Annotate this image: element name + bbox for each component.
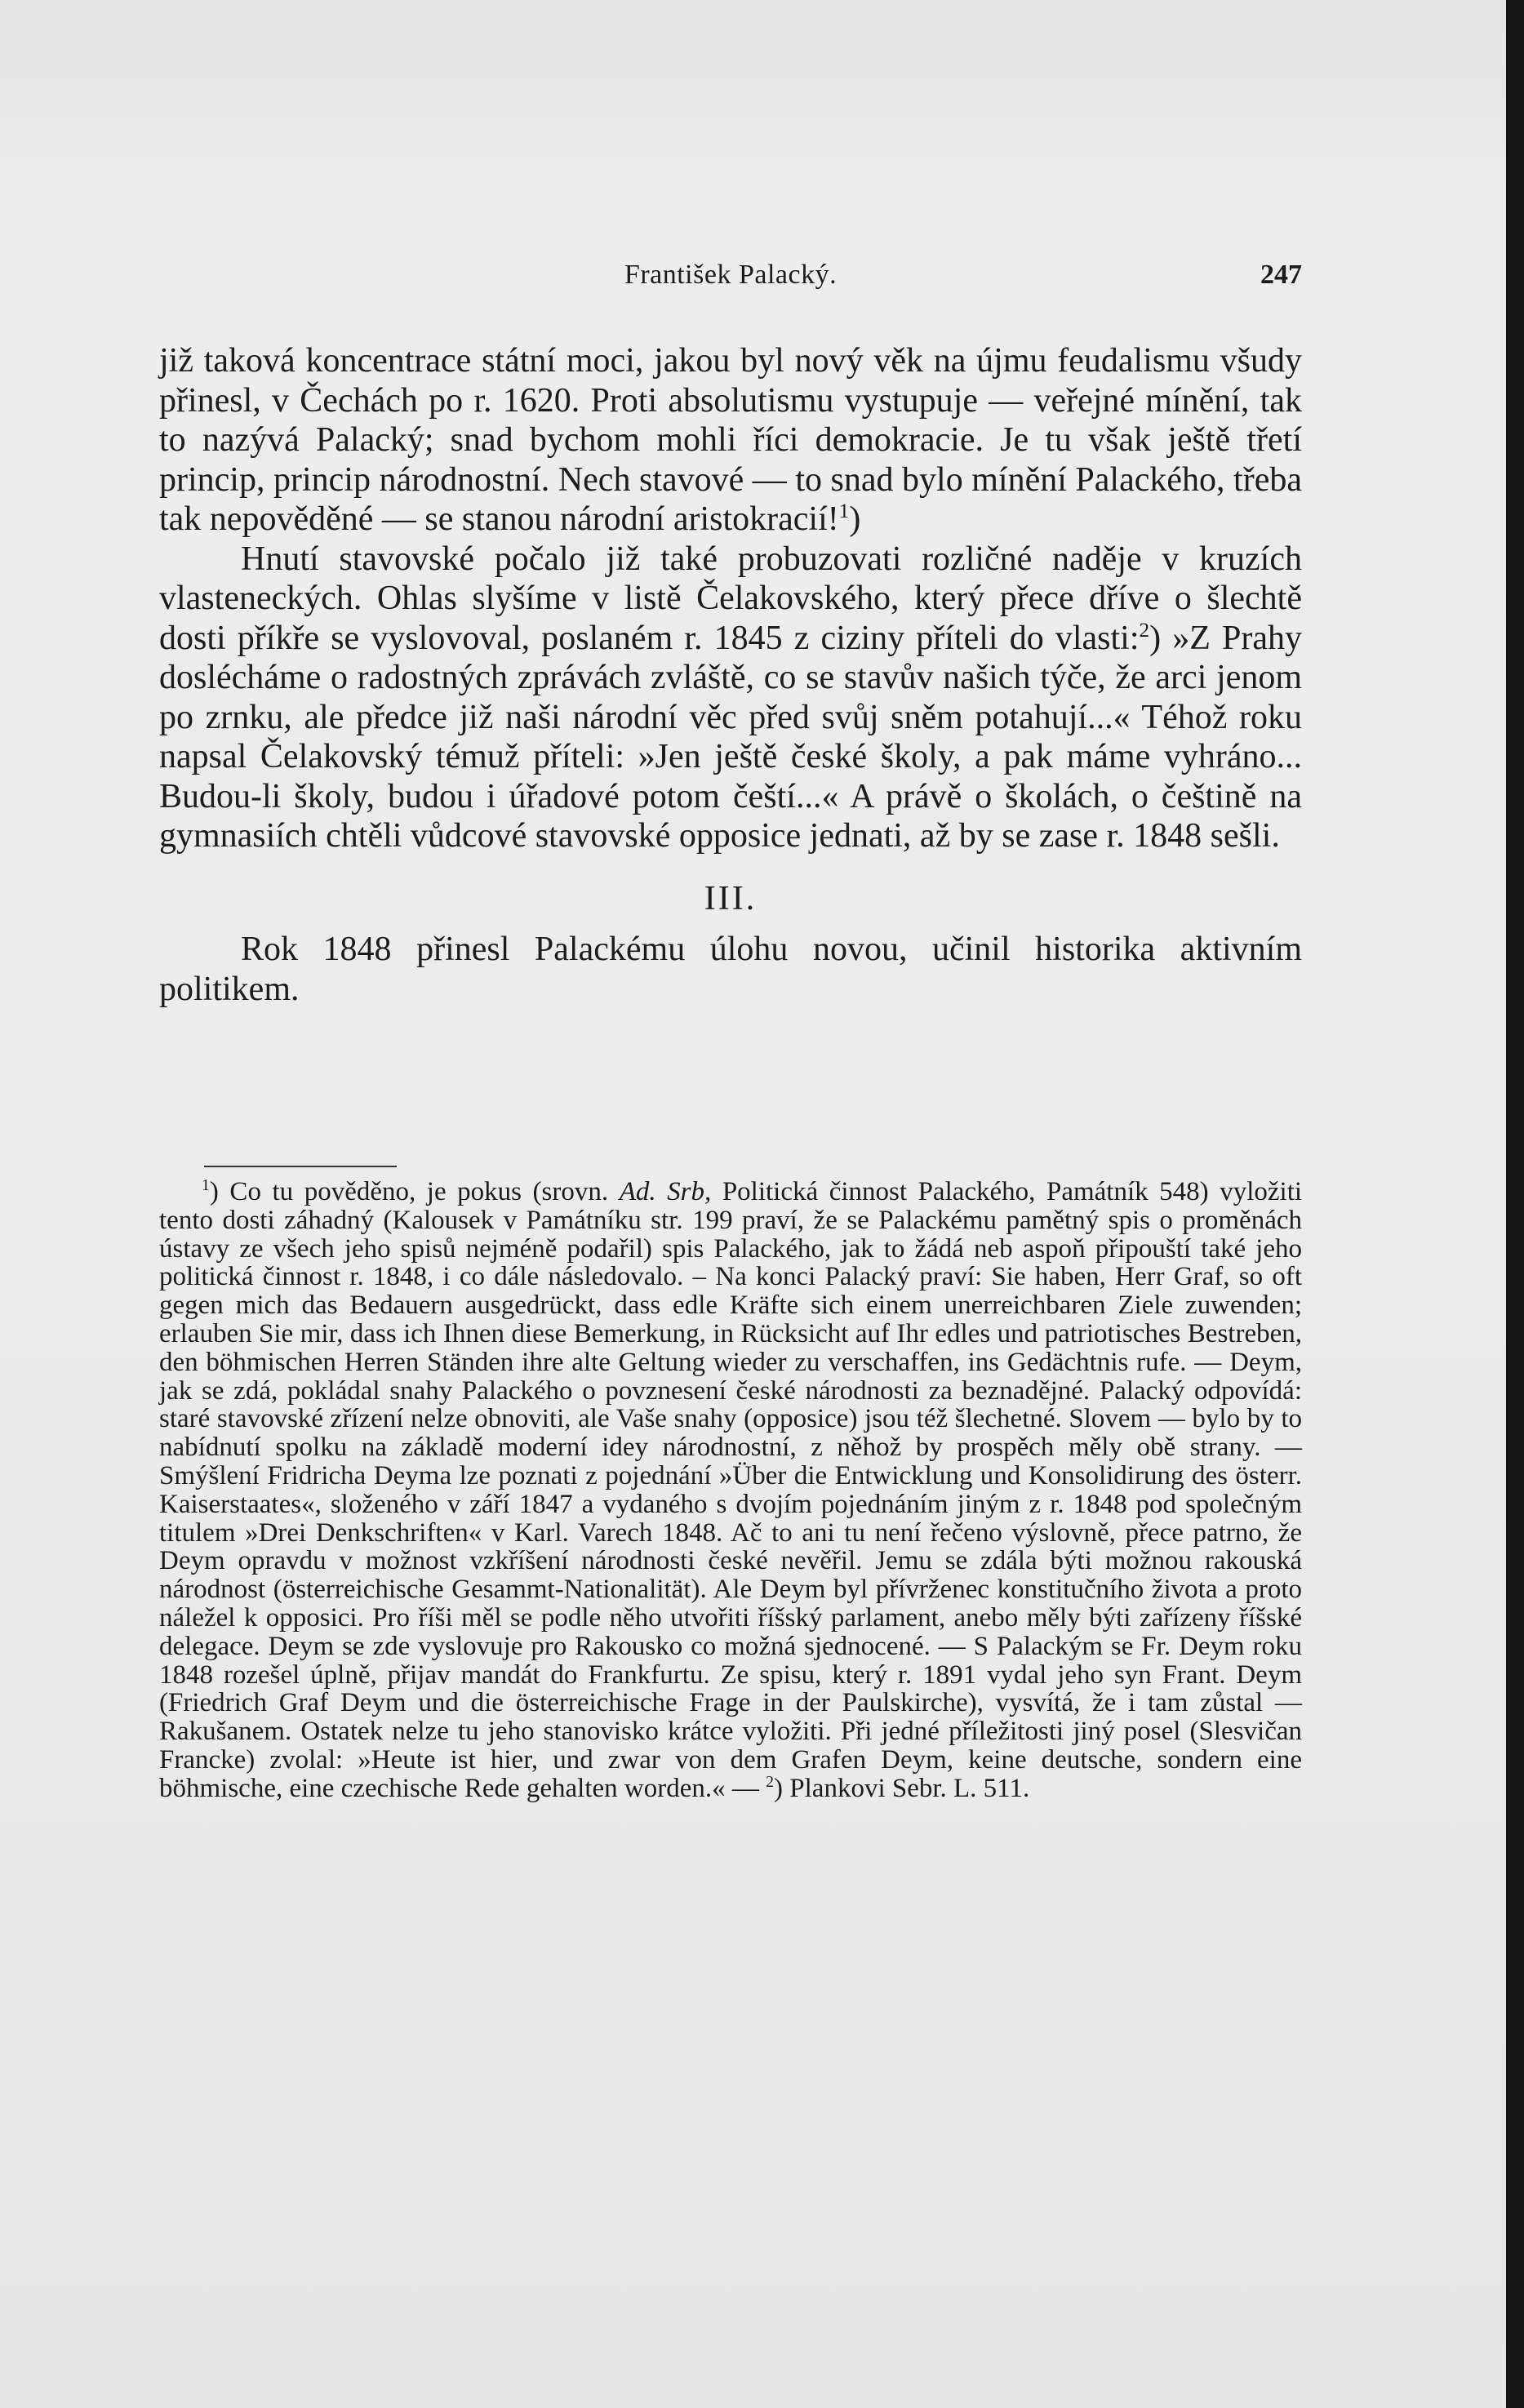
paragraph-2-text-b: ) »Z Prahy doslécháme o radostných zprávách zvláště, co se stavův našich týče, že arci jenom po zrnku, ale předce již naši národní věc před svůj sněm potahují...« Téhož roku napsal Čelakovský témuž příteli: »Jen ještě české školy, a pak máme vyhráno... Budou-li školy, budou i úřadové potom čeští...« A právě o školách, o češtině na gymnasiích chtěli vůdcové stavovské opposice jednati, až by se zase r. 1848 sešli. bbox=[159, 619, 1302, 855]
footnote-1-text-b: Politická činnost Palackého, Památník 548) vyložiti tento dosti záhadný (Kalousek v Památníku str. 199 praví, že se Palackému pamětný spis o proměnách ústavy ze všech jeho spisů nejméně podařil) spis Palackého, jak to žádá neb aspoň připouští také jeho politická činnost r. 1848, i co dále následovalo. – Na konci Palacký praví: Sie haben, Herr Graf, so oft gegen mich das Bedauern ausgedrückt, dass edle Kräfte sich einem unerreichbaren Ziele zuwenden; erlauben Sie mir, dass ich Ihnen diese Bemerkung, in Rücksicht auf Ihr edles und patriotisches Bestreben, den böhmischen Herren Ständen ihre alte Geltung wieder zu verschaffen, ins Gedächtnis rufe. — Deym, jak se zdá, pokládal snahy Palackého o povznesení české národnosti za beznadějné. Palacký odpovídá: staré stavovské zřízení nelze obnoviti, ale Vaše snahy (opposice) jsou též šlechetné. Slovem — bylo by to nabídnutí spolku na základě moderní idey národnostní, z něhož by prospěch měly obě strany. — Smýšlení Fridricha Deyma lze poznati z pojednání »Über die Entwicklung und Konsolidirung des österr. Kaiserstaates«, složeného v září 1847 a vydaného s dvojím pojednáním jiným z r. 1848 pod společným titulem »Drei Denkschriften« v Karl. Varech 1848. Ač to ani tu není řečeno výslovně, přece patrno, že Deym opravdu v možnost vzkříšení národnosti české nevěřil. Jemu se zdála býti možnou rakouská národnost (österreichische Gesammt-Nationalität). Ale Deym byl přívrženec konstitučního života a proto náležel k opposici. Pro říši měl se podle něho utvořiti říšský parlament, anebo měly býti zařízeny říšské delegace. Deym se zde vyslovuje pro Rakousko co možná sjednocené. — S Palackým se Fr. Deym roku 1848 rozešel úplně, přijav mandát do Frankfurtu. Ze spisu, který r. 1891 vydal jeho syn Frant. Deym (Friedrich Graf Deym und die österreichische Frage in der Paulskirche), vysvítá, že i tam zůstal — Rakušanem. Ostatek nelze tu jeho stanovisko krátce vyložiti. Při jedné příležitosti jiný posel (Slesvičan Francke) zvolal: »Heute ist hier, und zwar von dem Grafen Deym, keine deutsche, sondern eine böhmische, eine czechische Rede gehalten worden.« — bbox=[159, 1177, 1303, 1803]
paragraph-1 bbox=[159, 341, 1302, 540]
scan-edge bbox=[1506, 0, 1524, 2408]
footnote-1-citation: Ad. Srb, bbox=[619, 1177, 712, 1206]
page-number: 247 bbox=[1260, 260, 1302, 290]
section-heading: III. bbox=[704, 879, 758, 917]
footnote-1-marker: 1 bbox=[202, 1176, 210, 1194]
footnote-divider bbox=[204, 1166, 397, 1167]
paragraph-2 bbox=[159, 540, 1302, 856]
paragraph-3: Rok 1848 přinesl Palackému úlohu novou, učinil historika aktivním politikem. bbox=[159, 931, 1302, 1008]
footnotes bbox=[159, 1178, 1302, 1803]
footnote-2-marker: 2 bbox=[766, 1772, 775, 1791]
footnote-2-text: ) Plankovi Sebr. L. 511. bbox=[774, 1773, 1030, 1803]
main-text bbox=[159, 341, 1302, 1009]
running-title: František Palacký. bbox=[624, 260, 838, 290]
footnote-ref-2: 2 bbox=[1139, 619, 1150, 642]
footnote-1 bbox=[159, 1178, 1302, 1803]
paragraph-1-text: již taková koncentrace státní moci, jakou byl nový věk na újmu feudalismu všudy přinesl, v Čechách po r. 1620. Proti absolutismu vystupuje — veřejné mínění, tak to nazývá Palacký; snad bychom mohli říci demokracie. Je tu však ještě třetí princip, princip národnostní. Nech stavové — to snad bylo mínění Palackého, třeba tak nepověděné — se stanou národní aristokracií! bbox=[159, 342, 1302, 538]
footnote-1-text-a: ) Co tu pověděno, je pokus (srovn. bbox=[209, 1177, 609, 1206]
footnote-ref-1: 1 bbox=[838, 500, 850, 522]
footnote-ref-1-close: ) bbox=[849, 500, 861, 538]
page-header bbox=[159, 260, 1302, 300]
paragraph-2-text-a: Hnutí stavovské počalo již také probuzovati rozličné naděje v kruzích vlasteneckých. Ohlas slyšíme v listě Čelakovského, který přece dříve o šlechtě dosti příkře se vyslovoval, poslaném r. 1845 z ciziny příteli do vlasti: bbox=[159, 540, 1302, 657]
